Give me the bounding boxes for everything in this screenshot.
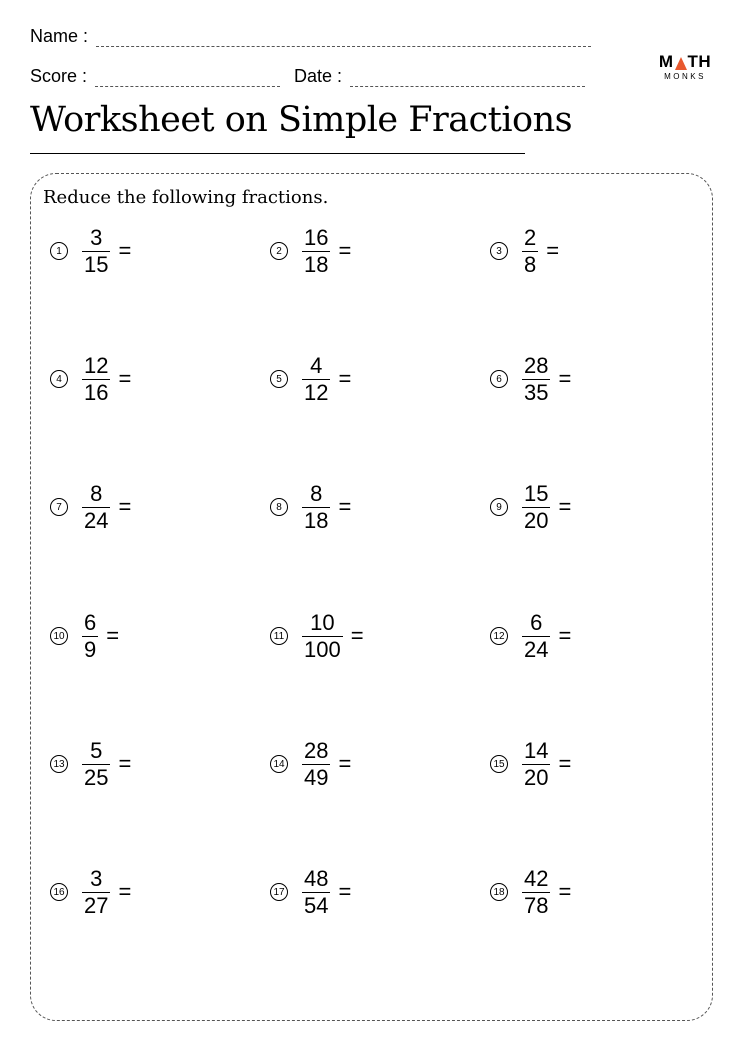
equals-sign: = bbox=[350, 623, 364, 648]
problem-number: 10 bbox=[50, 627, 68, 645]
fraction bbox=[522, 482, 550, 533]
fraction-numerator: 14 bbox=[524, 737, 549, 763]
problem-number: 4 bbox=[50, 370, 68, 388]
fraction bbox=[302, 739, 330, 790]
problem-item bbox=[490, 606, 571, 666]
fraction bbox=[82, 482, 110, 533]
fraction bbox=[302, 226, 330, 277]
problem-item bbox=[50, 477, 131, 537]
problem-item bbox=[490, 477, 571, 537]
fraction-numerator: 6 bbox=[84, 609, 97, 635]
equals-sign: = bbox=[558, 366, 572, 391]
logo-wordmark bbox=[655, 52, 715, 72]
problem-item bbox=[270, 349, 351, 409]
fraction-numerator: 6 bbox=[530, 609, 543, 635]
fraction-denominator: 8 bbox=[524, 251, 537, 277]
problem-item bbox=[50, 734, 131, 794]
equals-sign: = bbox=[558, 494, 572, 519]
equals-sign: = bbox=[558, 879, 572, 904]
problem-item bbox=[270, 606, 364, 666]
fraction bbox=[82, 611, 98, 662]
score-label: Score : bbox=[30, 66, 88, 86]
problem-number: 14 bbox=[270, 755, 288, 773]
equals-sign: = bbox=[546, 238, 560, 263]
problem-number: 18 bbox=[490, 883, 508, 901]
fraction-denominator: 12 bbox=[304, 379, 329, 405]
fraction bbox=[522, 354, 550, 405]
page-title: Worksheet on Simple Fractions bbox=[30, 100, 573, 140]
problem-number: 15 bbox=[490, 755, 508, 773]
fraction-denominator: 49 bbox=[304, 764, 329, 790]
math-monks-logo bbox=[655, 52, 715, 81]
date-input-line[interactable] bbox=[350, 68, 585, 87]
logo-text-right: TH bbox=[687, 52, 712, 71]
equals-sign: = bbox=[118, 879, 132, 904]
problem-item bbox=[50, 862, 131, 922]
name-input-line[interactable] bbox=[96, 28, 591, 47]
fraction-numerator: 8 bbox=[90, 480, 103, 506]
fraction bbox=[302, 611, 343, 662]
problem-number: 1 bbox=[50, 242, 68, 260]
equals-sign: = bbox=[338, 238, 352, 263]
instruction-text: Reduce the following fractions. bbox=[43, 187, 329, 208]
equals-sign: = bbox=[558, 751, 572, 776]
fraction bbox=[82, 354, 110, 405]
fraction-denominator: 20 bbox=[524, 764, 549, 790]
fraction-denominator: 9 bbox=[84, 636, 97, 662]
problem-number: 7 bbox=[50, 498, 68, 516]
fraction-denominator: 20 bbox=[524, 507, 549, 533]
problem-number: 3 bbox=[490, 242, 508, 260]
fraction-numerator: 48 bbox=[304, 865, 329, 891]
problem-item bbox=[490, 734, 571, 794]
fraction-denominator: 100 bbox=[304, 636, 341, 662]
equals-sign: = bbox=[338, 879, 352, 904]
fraction-denominator: 54 bbox=[304, 892, 329, 918]
fraction-denominator: 78 bbox=[524, 892, 549, 918]
problem-number: 8 bbox=[270, 498, 288, 516]
title-underline bbox=[30, 153, 525, 154]
problem-item bbox=[270, 221, 351, 281]
equals-sign: = bbox=[118, 751, 132, 776]
logo-triangle-icon bbox=[675, 57, 687, 70]
fraction-denominator: 15 bbox=[84, 251, 109, 277]
equals-sign: = bbox=[106, 623, 120, 648]
fraction-denominator: 18 bbox=[304, 251, 329, 277]
score-date-row bbox=[30, 66, 585, 87]
problem-number: 2 bbox=[270, 242, 288, 260]
equals-sign: = bbox=[338, 366, 352, 391]
fraction-numerator: 15 bbox=[524, 480, 549, 506]
fraction bbox=[82, 226, 110, 277]
equals-sign: = bbox=[338, 494, 352, 519]
fraction-denominator: 16 bbox=[84, 379, 109, 405]
problem-item bbox=[490, 349, 571, 409]
date-label: Date : bbox=[294, 66, 343, 86]
fraction bbox=[302, 354, 330, 405]
equals-sign: = bbox=[338, 751, 352, 776]
fraction-numerator: 5 bbox=[90, 737, 103, 763]
logo-subtext: MONKS bbox=[664, 72, 706, 81]
problem-item bbox=[270, 862, 351, 922]
fraction-numerator: 3 bbox=[90, 865, 103, 891]
score-input-line[interactable] bbox=[95, 68, 280, 87]
fraction bbox=[82, 867, 110, 918]
fraction-denominator: 18 bbox=[304, 507, 329, 533]
problem-number: 13 bbox=[50, 755, 68, 773]
problem-number: 11 bbox=[270, 627, 288, 645]
problem-item bbox=[270, 477, 351, 537]
problem-number: 9 bbox=[490, 498, 508, 516]
problem-item bbox=[50, 606, 119, 666]
problem-item bbox=[490, 862, 571, 922]
fraction-numerator: 28 bbox=[304, 737, 329, 763]
equals-sign: = bbox=[118, 238, 132, 263]
fraction-denominator: 25 bbox=[84, 764, 109, 790]
problem-item bbox=[50, 349, 131, 409]
fraction-numerator: 3 bbox=[90, 224, 103, 250]
problem-number: 17 bbox=[270, 883, 288, 901]
fraction-numerator: 12 bbox=[84, 352, 109, 378]
name-label: Name : bbox=[30, 26, 89, 46]
fraction-numerator: 8 bbox=[310, 480, 323, 506]
equals-sign: = bbox=[118, 494, 132, 519]
problem-number: 16 bbox=[50, 883, 68, 901]
problem-number: 12 bbox=[490, 627, 508, 645]
fraction bbox=[82, 739, 110, 790]
name-field-row bbox=[30, 26, 591, 47]
problem-number: 5 bbox=[270, 370, 288, 388]
fraction bbox=[522, 226, 538, 277]
problem-item bbox=[490, 221, 559, 281]
fraction-numerator: 16 bbox=[304, 224, 329, 250]
fraction bbox=[522, 611, 550, 662]
problems-panel bbox=[30, 173, 713, 1021]
fraction-denominator: 24 bbox=[84, 507, 109, 533]
fraction-numerator: 2 bbox=[524, 224, 537, 250]
fraction-denominator: 24 bbox=[524, 636, 549, 662]
logo-text-left: M bbox=[658, 52, 674, 71]
fraction bbox=[302, 867, 330, 918]
fraction-denominator: 35 bbox=[524, 379, 549, 405]
fraction bbox=[302, 482, 330, 533]
equals-sign: = bbox=[118, 366, 132, 391]
fraction bbox=[522, 867, 550, 918]
equals-sign: = bbox=[558, 623, 572, 648]
fraction-numerator: 4 bbox=[310, 352, 323, 378]
problem-item bbox=[270, 734, 351, 794]
fraction-numerator: 28 bbox=[524, 352, 549, 378]
fraction-denominator: 27 bbox=[84, 892, 109, 918]
problem-item bbox=[50, 221, 131, 281]
fraction-numerator: 42 bbox=[524, 865, 549, 891]
fraction-numerator: 10 bbox=[310, 609, 335, 635]
problem-number: 6 bbox=[490, 370, 508, 388]
fraction bbox=[522, 739, 550, 790]
